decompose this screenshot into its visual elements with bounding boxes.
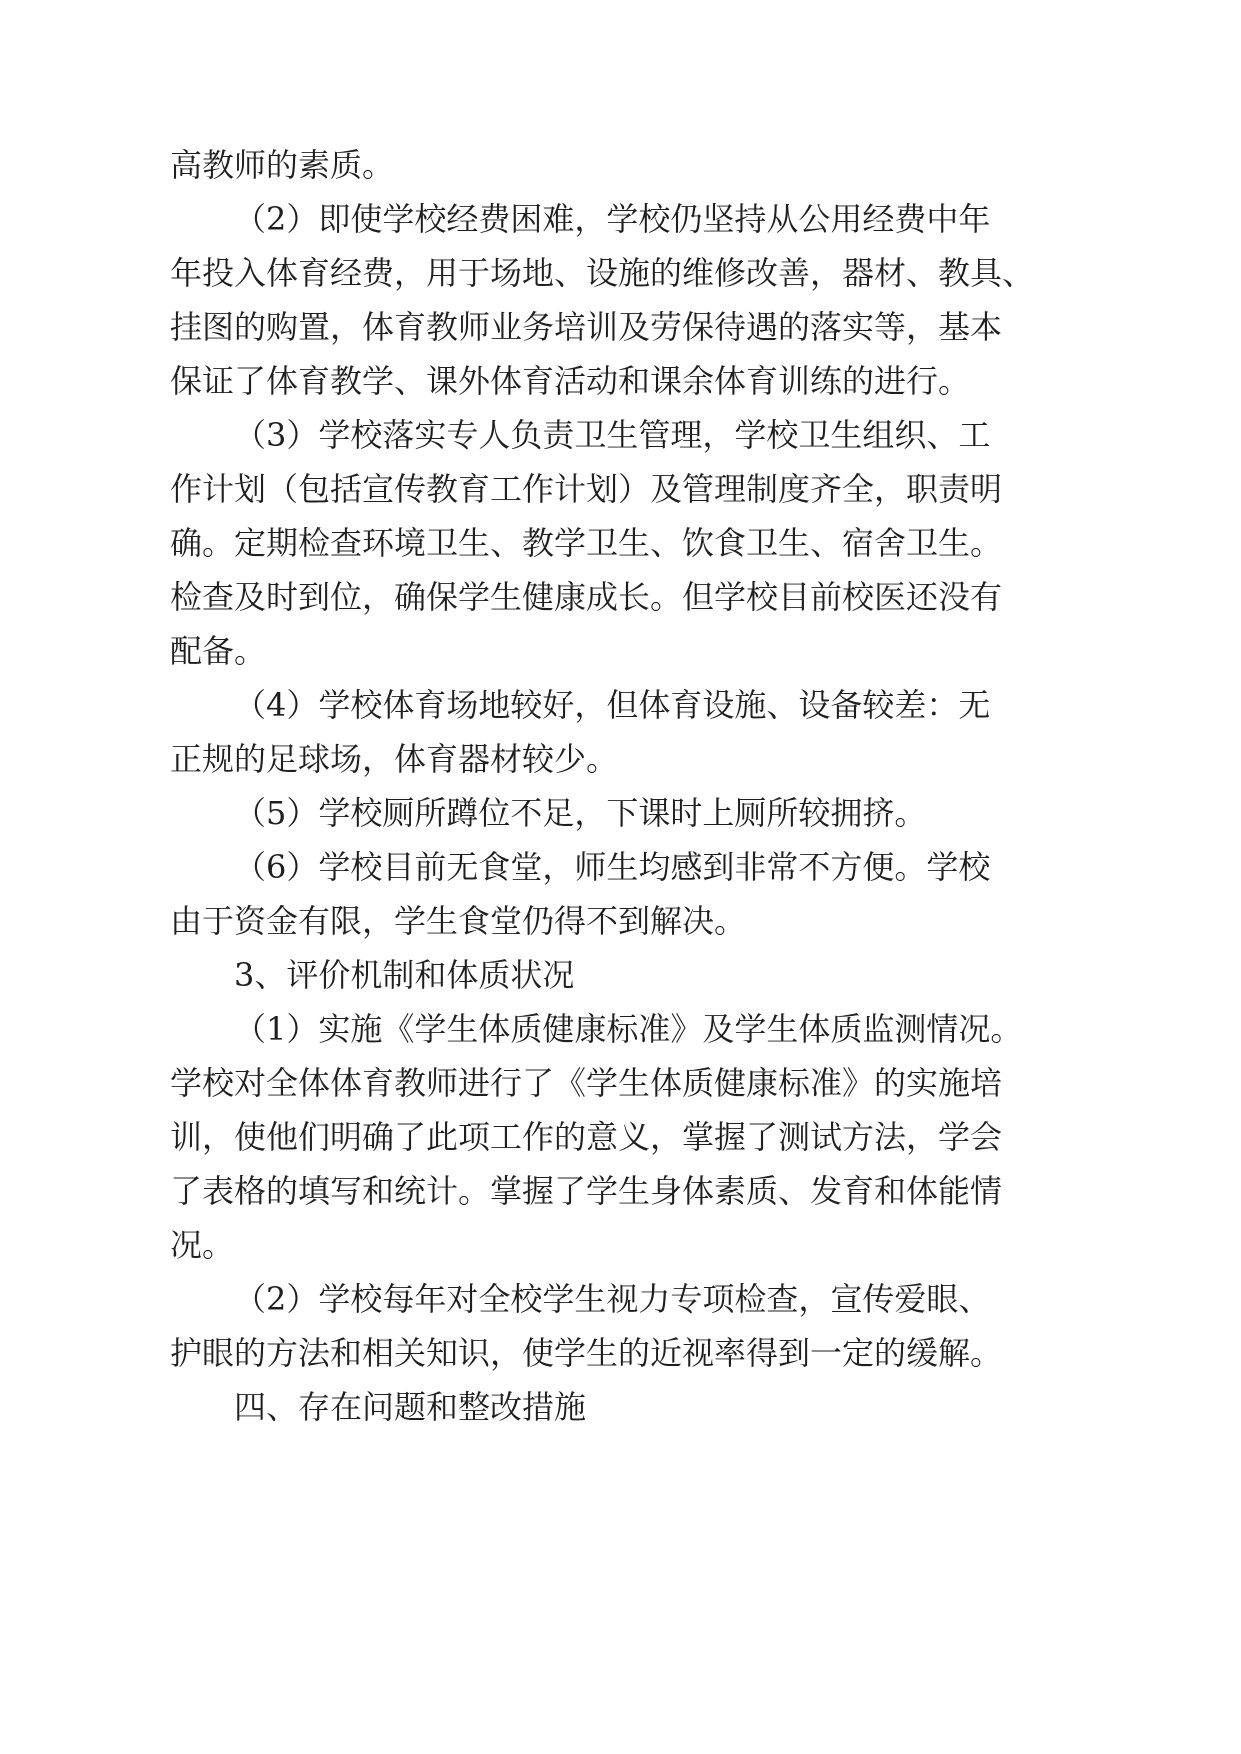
text-line: （1）实施《学生体质健康标准》及学生体质监测情况。 [234,1010,1023,1048]
text-line: 挂图的购置，体育教师业务培训及劳保待遇的落实等，基本 [170,308,1003,346]
section-heading: 四、存在问题和整改措施 [234,1388,587,1426]
text-line: 由于资金有限，学生食堂仍得不到解决。 [170,902,747,940]
text-line: （3）学校落实专人负责卫生管理，学校卫生组织、工 [234,416,991,454]
text-line: （6）学校目前无食堂，师生均感到非常不方便。学校 [234,848,991,886]
text-line: 了表格的填写和统计。掌握了学生身体素质、发育和体能情 [170,1172,1003,1210]
text-line: （4）学校体育场地较好，但体育设施、设备较差：无 [234,686,991,724]
text-line: 年投入体育经费，用于场地、设施的维修改善，器材、教具、 [170,254,1035,292]
text-line: 学校对全体体育教师进行了《学生体质健康标准》的实施培 [170,1064,1003,1102]
text-line: 正规的足球场，体育器材较少。 [170,740,619,778]
text-line: 配备。 [170,632,267,670]
text-line: 保证了体育教学、课外体育活动和课余体育训练的进行。 [170,362,971,400]
text-line: 护眼的方法和相关知识，使学生的近视率得到一定的缓解。 [170,1334,1003,1372]
text-line: 确。定期检查环境卫生、教学卫生、饮食卫生、宿舍卫生。 [170,524,1003,562]
text-line: 作计划（包括宣传教育工作计划）及管理制度齐全，职责明 [170,470,1003,508]
text-line: 训，使他们明确了此项工作的意义，掌握了测试方法，学会 [170,1118,1003,1156]
text-line: （5）学校厕所蹲位不足，下课时上厕所较拥挤。 [234,794,927,832]
text-line: （2）学校每年对全校学生视力专项检查，宣传爱眼、 [234,1280,991,1318]
text-line: 3、评价机制和体质状况 [234,956,575,994]
text-line: 况。 [170,1226,235,1264]
text-line: （2）即使学校经费困难，学校仍坚持从公用经费中年 [234,200,991,238]
text-line: 高教师的素质。 [170,146,395,184]
text-line: 检查及时到位，确保学生健康成长。但学校目前校医还没有 [170,578,1003,616]
